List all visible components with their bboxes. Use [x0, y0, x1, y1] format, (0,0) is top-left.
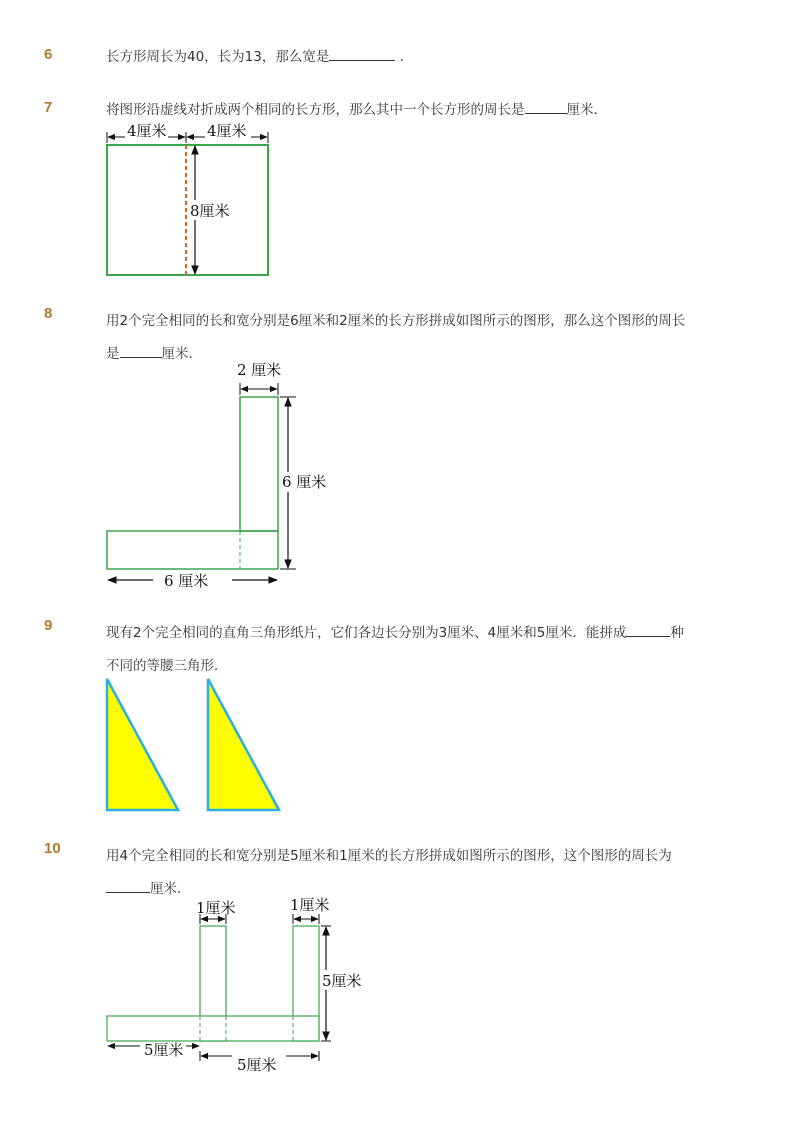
- figure-7-label-left: 4厘米: [127, 122, 167, 140]
- figure-8-label-top: 2 厘米: [237, 361, 282, 379]
- figure-7-outer-rectangle: [107, 145, 268, 275]
- figure-7-fold-rectangle: [107, 122, 268, 275]
- right-triangle-left: [107, 679, 178, 810]
- question-number-6: 6: [44, 46, 53, 63]
- figure-9-triangles: [107, 679, 279, 810]
- question-9-text: [106, 617, 726, 683]
- question-8-text: [106, 305, 726, 371]
- question-6-stem: 长方形周长为40，长为13，那么宽是: [106, 49, 330, 65]
- question-9-stem: 现有2个完全相同的直角三角形纸片，它们各边长分别为3厘米、4厘米和5厘米．能拼成: [106, 625, 627, 641]
- answer-blank-8[interactable]: [120, 343, 162, 358]
- figure-8-vertical-rectangle: [240, 397, 278, 531]
- question-7-stem: 将图形沿虚线对折成两个相同的长方形，那么其中一个长方形的周长是: [106, 102, 525, 118]
- question-8-tail: 厘米．: [161, 346, 202, 362]
- figure-8-l-shape: [107, 361, 330, 590]
- figure-10-label-b1: 5厘米: [144, 1041, 184, 1059]
- figure-10-label-h: 5厘米: [322, 972, 362, 990]
- figure-10-label-b2: 5厘米: [237, 1056, 277, 1074]
- figure-7-label-right: 4厘米: [207, 122, 247, 140]
- question-number-9: 9: [44, 617, 53, 634]
- figure-10-combined-rectangles: [107, 896, 367, 1074]
- figure-8-label-bottom: 6 厘米: [164, 572, 209, 590]
- answer-blank-9[interactable]: [626, 622, 670, 637]
- answer-blank-10[interactable]: [106, 878, 150, 893]
- right-triangle-right: [208, 679, 279, 810]
- question-9-stem-line2: 不同的等腰三角形．: [106, 658, 228, 674]
- question-6-tail: .: [399, 49, 404, 65]
- question-10-tail: 厘米．: [150, 881, 191, 897]
- question-9-tail: 种: [670, 625, 684, 641]
- question-10-text: [106, 840, 726, 906]
- question-8-stem-line2: 是: [106, 346, 120, 362]
- figure-8-label-height: 6 厘米: [282, 473, 327, 491]
- figure-10-base-rectangles: [107, 1016, 319, 1041]
- question-7-tail: 厘米．: [566, 102, 607, 118]
- figure-10-label-w2: 1厘米: [290, 896, 330, 914]
- question-number-7: 7: [44, 99, 53, 116]
- question-number-8: 8: [44, 305, 53, 322]
- question-8-stem: 用2个完全相同的长和宽分别是6厘米和2厘米的长方形拼成如图所示的图形，那么这个图形的周长: [106, 313, 686, 329]
- question-10-stem: 用4个完全相同的长和宽分别是5厘米和1厘米的长方形拼成如图所示的图形，这个图形的周长为: [106, 848, 672, 864]
- figure-8-horizontal-rectangle: [107, 531, 278, 569]
- question-number-10: 10: [44, 840, 61, 857]
- figure-7-label-height: 8厘米: [190, 202, 230, 220]
- figure-10-label-w1: 1厘米: [196, 899, 236, 917]
